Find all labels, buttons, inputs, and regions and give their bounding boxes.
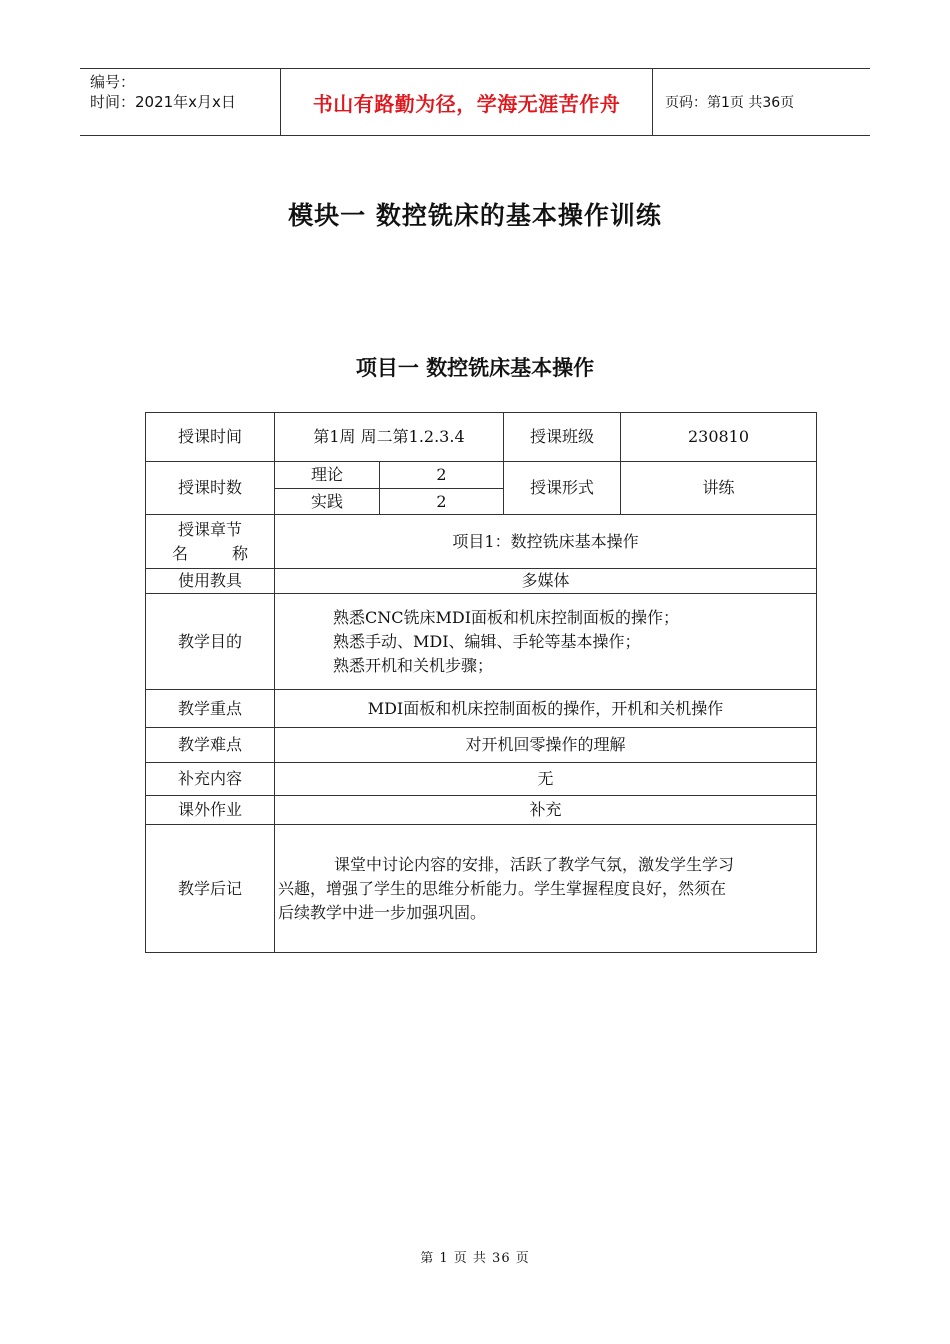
goal-item: 熟悉手动、MDI、编辑、手轮等基本操作； — [333, 631, 641, 651]
class-value: 230810 — [621, 413, 817, 462]
table-row — [146, 728, 817, 763]
document-header — [80, 68, 870, 136]
header-motto: 书山有路勤为径，学海无涯苦作舟 — [281, 69, 653, 135]
notes-label: 教学后记 — [146, 825, 275, 953]
form-value: 讲练 — [621, 462, 817, 515]
header-page-info: 页码：第1页 共36页 — [665, 95, 795, 111]
table-row — [146, 413, 817, 462]
theory-label: 理论 — [275, 462, 380, 489]
header-meta — [80, 69, 281, 135]
lesson-plan-table — [145, 412, 817, 953]
notes-line: 课堂中讨论内容的安排，活跃了教学气氛，激发学生学习 — [334, 854, 735, 874]
chapter-value: 项目1：数控铣床基本操作 — [275, 515, 817, 569]
table-row — [146, 569, 817, 594]
supplement-value: 无 — [275, 763, 817, 796]
hours-label: 授课时数 — [146, 462, 275, 515]
table-row — [146, 690, 817, 728]
form-label: 授课形式 — [504, 462, 621, 515]
table-row — [146, 825, 817, 953]
tools-label: 使用教具 — [146, 569, 275, 594]
table-row — [146, 594, 817, 690]
chapter-label — [146, 515, 275, 569]
date-label: 时间：2021年x月x日 — [90, 93, 236, 111]
difficulty-value: 对开机回零操作的理解 — [275, 728, 817, 763]
practice-label: 实践 — [275, 489, 380, 515]
goal-label: 教学目的 — [146, 594, 275, 690]
tools-value: 多媒体 — [275, 569, 817, 594]
goal-list — [275, 594, 817, 690]
notes-text — [275, 825, 817, 953]
time-value: 第1周 周二第1.2.3.4 — [275, 413, 504, 462]
goal-item: 熟悉CNC铣床MDI面板和机床控制面板的操作； — [333, 607, 680, 627]
page-footer: 第 1 页 共 36 页 — [420, 1251, 530, 1266]
key-value: MDI面板和机床控制面板的操作，开机和关机操作 — [275, 690, 817, 728]
module-title: 模块一 数控铣床的基本操作训练 — [288, 201, 662, 230]
number-label: 编号： — [90, 73, 136, 91]
key-label: 教学重点 — [146, 690, 275, 728]
class-label: 授课班级 — [504, 413, 621, 462]
chapter-label-line2: 名 称 — [172, 543, 248, 563]
difficulty-label: 教学难点 — [146, 728, 275, 763]
homework-value: 补充 — [275, 796, 817, 825]
table-row — [146, 763, 817, 796]
table-row — [146, 796, 817, 825]
theory-value: 2 — [380, 462, 504, 489]
supplement-label: 补充内容 — [146, 763, 275, 796]
notes-line: 后续教学中进一步加强巩固。 — [278, 902, 487, 922]
table-row — [146, 515, 817, 569]
practice-value: 2 — [380, 489, 504, 515]
notes-line: 兴趣，增强了学生的思维分析能力。学生掌握程度良好，然须在 — [278, 878, 727, 898]
homework-label: 课外作业 — [146, 796, 275, 825]
goal-item: 熟悉开机和关机步骤； — [333, 655, 494, 675]
project-title: 项目一 数控铣床基本操作 — [355, 356, 595, 380]
chapter-label-line1: 授课章节 — [177, 519, 242, 539]
table-row — [146, 462, 817, 489]
time-label: 授课时间 — [146, 413, 275, 462]
